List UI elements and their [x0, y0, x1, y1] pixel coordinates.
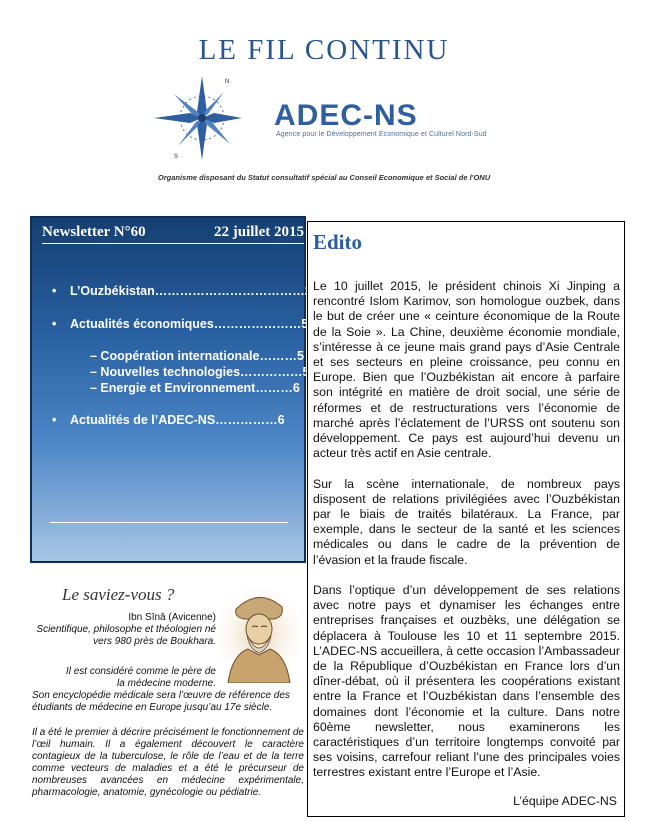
compass-north-letter: N	[225, 79, 230, 85]
toc-item-actualites-economiques[interactable]	[52, 317, 309, 331]
toc-item-label: L’Ouzbékistan………………………………2	[70, 284, 312, 298]
sidebar-title: Le saviez-vous ?	[62, 585, 175, 604]
toc-divider	[50, 522, 288, 523]
avicenna-portrait-icon	[214, 583, 304, 683]
toc-item-label: Actualités économiques…………………5	[70, 317, 309, 331]
edito-paragraph: Sur la scène internationale, de nombreux pays disposent de relations privilégiées avec l’Ouzbékistan par le biais de traités bilatéraux. La France, par exemple, dans le secteur de la santé et les sciences médicales ou dans le cadre de la prévention de l’évasion et la fraude fiscale.	[313, 476, 620, 567]
bullet-icon: •	[52, 317, 57, 331]
newsletter-number: Newsletter N°60	[42, 224, 146, 240]
fact-discoveries: Il a été le premier à décrire précisément le fonctionnement de l’œil humain. Il a également découvert le caractère contagieux de la tuberculose, le rôle de l’eau et de la terre comme vecteurs de maladies et a été le précurseur de nombreuses avancées en médecine expérimentale, pharmacologie, anatomie, gynécologie ou pédiatrie.	[32, 727, 304, 798]
toc-subitem-technologies[interactable]: – Nouvelles technologies……………5	[90, 365, 310, 379]
compass-south-letter: S	[174, 154, 179, 160]
toc-item-label: Actualités de l’ADEC-NS……………6	[70, 413, 285, 427]
newsletter-masthead: LE FIL CONTINU	[198, 34, 450, 66]
toc-item-actualites-adec[interactable]	[52, 413, 285, 427]
table-of-contents	[30, 216, 312, 563]
toc-header	[42, 224, 304, 244]
status-line: Organisme disposant du Statut consultatif spécial au Conseil Economique et Social de l'ONU	[157, 173, 491, 182]
toc-item-ouzbekistan[interactable]	[52, 284, 312, 298]
edito-paragraph: Le 10 juillet 2015, le président chinois Xi Jinping a rencontré Islom Karimov, son homologue ouzbek, dans le but de créer une « ceinture économique de la Route de la Soie ». La Chine, deuxième économie mondiale, s’intéresse à ce jeune mais grand pays d’Asie Centrale et ses secteurs en pleine croissance, peu connu en Europe. Bien que l’Ouzbékistan ait encore à parfaire son intégrité en matière de droit social, une série de réformes et de restructurations vers l’économie de marché après l’éclatement de l’URSS ont soutenu son développement. Ce pays est aujourd’hui devenu un acteur très actif en Asie centrale.	[313, 279, 620, 461]
scientist-name: Ibn Sīnā (Avicenne)	[128, 612, 216, 623]
edito-box	[307, 221, 625, 817]
toc-subitem-energie[interactable]: – Energie et Environnement………6	[90, 381, 300, 395]
brand-tagline: Agence pour le Développement Economique et Culturel Nord-Sud	[276, 131, 487, 138]
scientist-description: Scientifique, philosophe et théologien né vers 980 près de Boukhara.	[36, 624, 216, 647]
newsletter-date: 22 juillet 2015	[214, 224, 304, 240]
toc-subitem-cooperation[interactable]: – Coopération internationale………5	[90, 349, 304, 363]
bullet-icon: •	[52, 413, 57, 427]
edito-paragraph: Dans l’optique d’un développement de ses relations avec notre pays et dynamiser les échanges entre entreprises françaises et ouzbèks, une délégation se déplacera à Toulouse les 10 et 11 septembre 2015. L’ADEC-NS accueillera, à cette occasion l’Ambassadeur de la République d’Ouzbékistan en France lors d’un dîner-débat, où il présentera les coopérations existant entre la France et l’Ouzbékistan dans l’ensemble des domaines dont l’économie et la culture. Dans notre 60ème newsletter, nous examinerons les caractéristiques d’un territoire longtemps convoité par ses voisins, carrefour reliant l’une des principales voies terrestres existant entre l’Europe et l’Asie.	[313, 583, 620, 780]
fact-encyclopedia: Son encyclopédie médicale sera l’œuvre de référence des étudiants de médecine en Europe jusqu’au 17e siècle.	[32, 690, 290, 713]
edito-body	[313, 279, 620, 796]
bullet-icon: •	[52, 284, 57, 298]
fact-father-of-medicine: Il est considéré comme le père de la médecine moderne.	[65, 666, 216, 689]
brand-logo-text: ADEC-NS	[274, 99, 418, 132]
edito-signature: L’équipe ADEC-NS	[513, 794, 617, 808]
compass-rose-icon	[152, 74, 244, 164]
edito-title: Edito	[313, 230, 363, 254]
